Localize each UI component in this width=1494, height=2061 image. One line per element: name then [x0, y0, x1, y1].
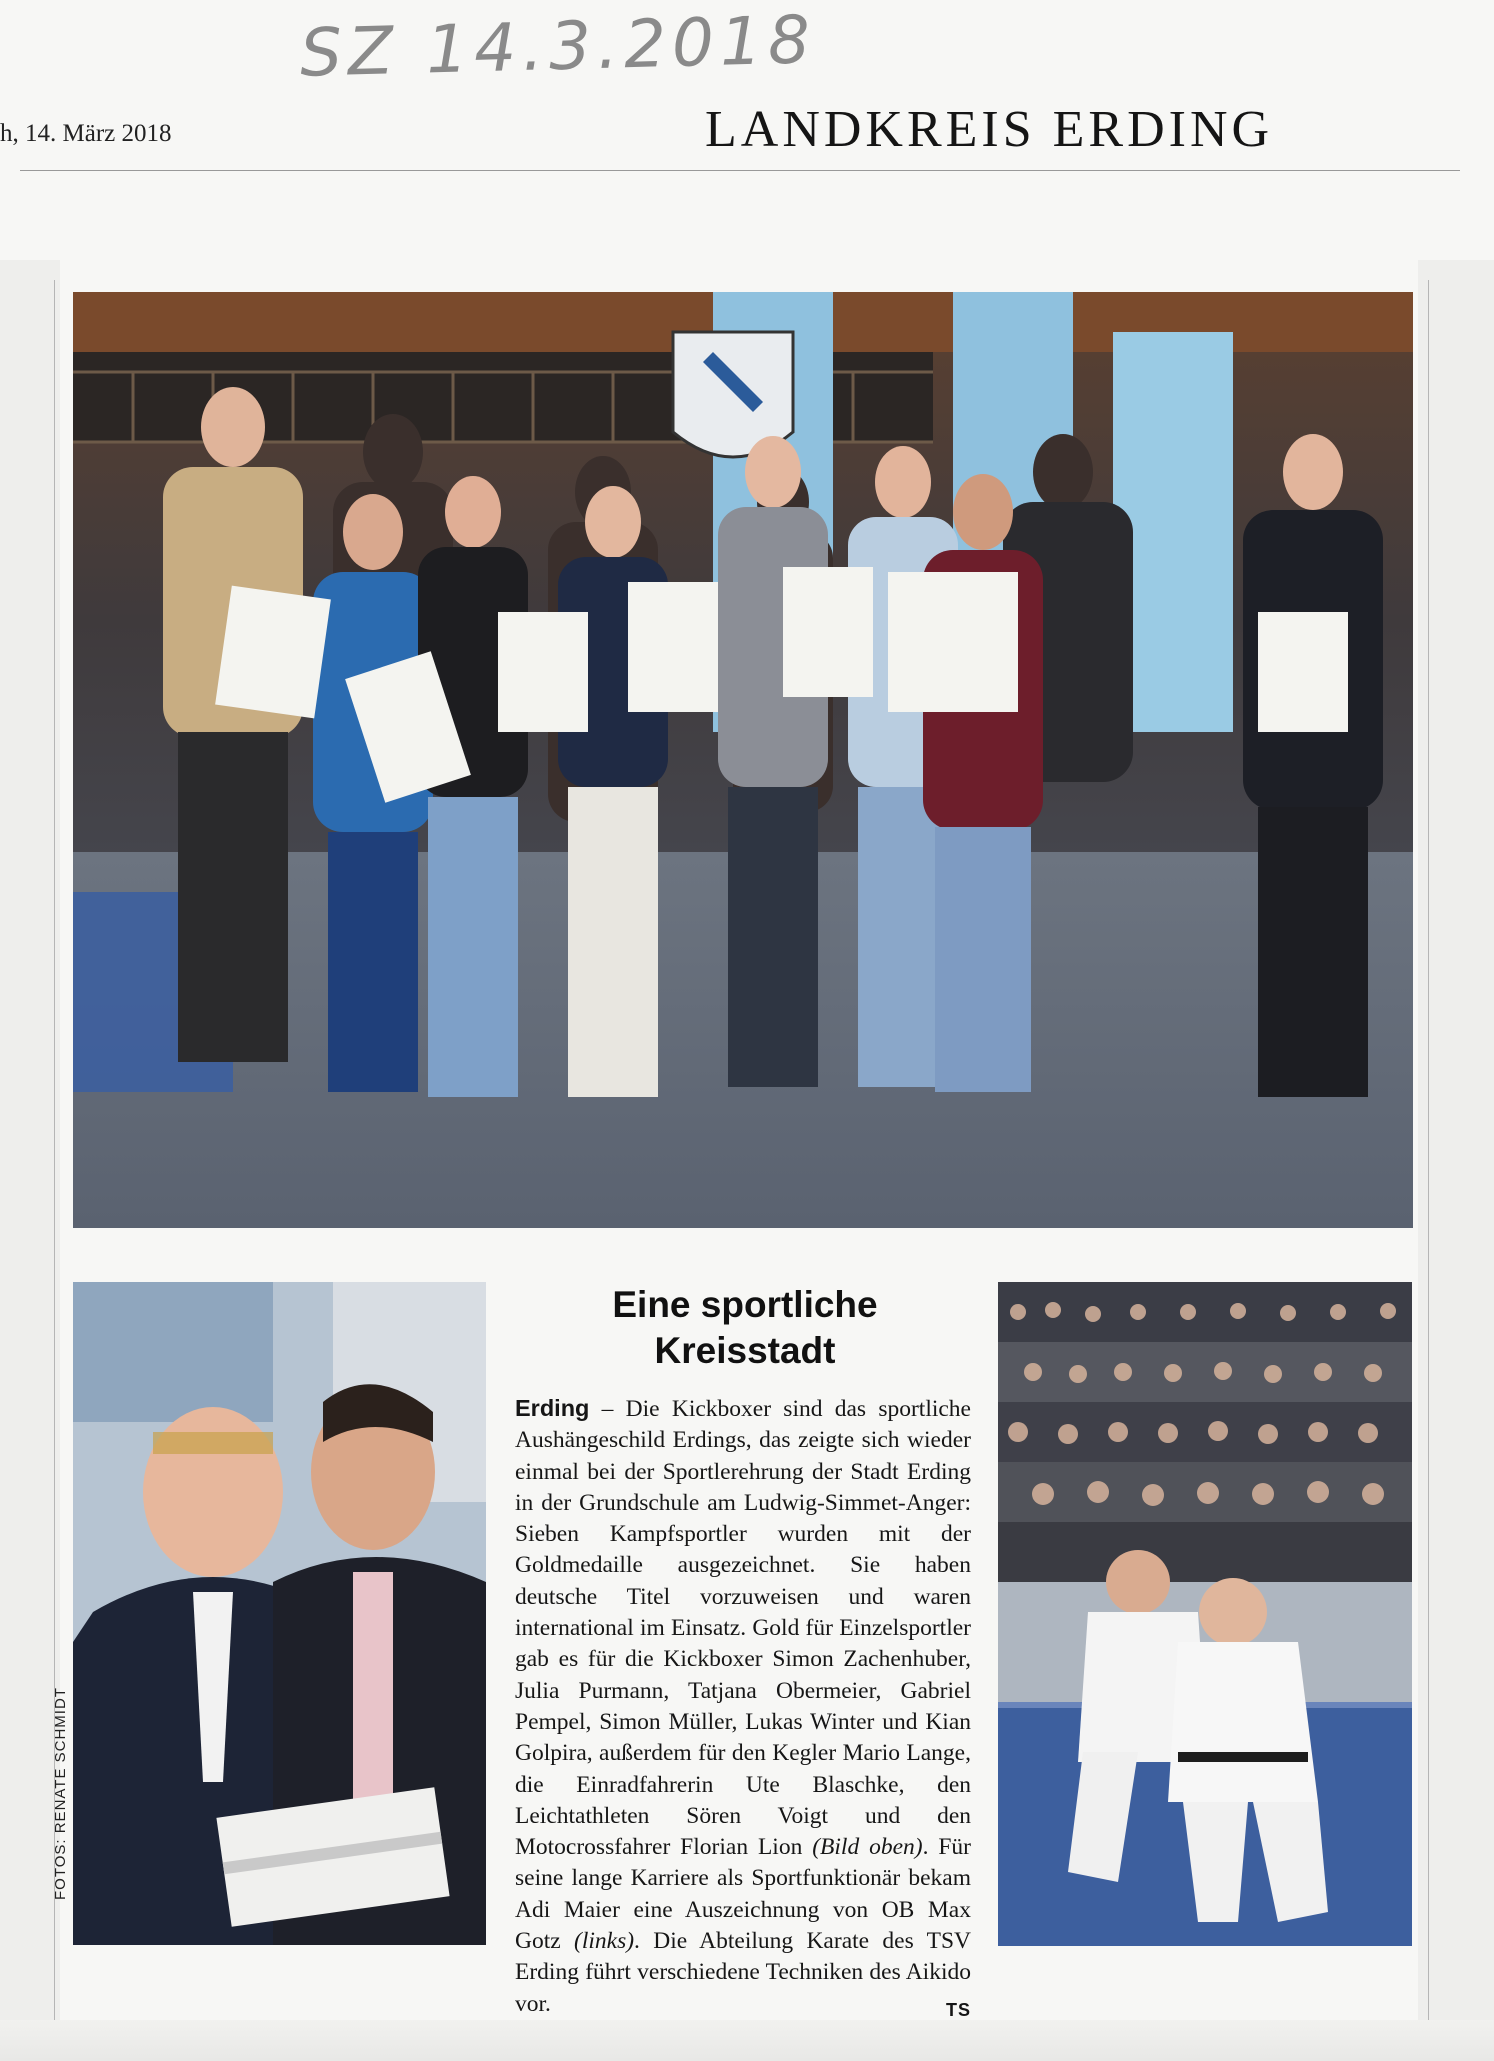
body-part-3: . Die Abteilung Karate des TSV Erding führt verschiedene Techniken des Aikido vor. [515, 1928, 971, 2017]
body-part-1: – Die Kickboxer sind das sportliche Aushängeschild Erdings, das zeigte sich wieder einmal bei der Sportlerehrung der Stadt Erding in der Grundschule am Ludwig-Simmet-Anger: Sieben Kampfsportler wurden mit der Goldmedaille ausgezeichnet. Sie haben deutsche Titel vorzuweisen und waren international im Einsatz. Gold für Einzelsportler gab es für die Kickboxer Simon Zachenhuber, Julia Purmann, Tatjana Obermeier, Gabriel Pempel, Simon Müller, Lukas Winter und Kian Golpira, außerdem für den Kegler Mario Lange, die Einradfahrerin Ute Blaschke, den Leichtathleten Sören Voigt und den Motocrossfahrer Florian Lion [515, 1396, 971, 1861]
photo-reference-top: (Bild oben) [812, 1834, 923, 1861]
headline-line-1: Eine sportliche [612, 1284, 878, 1325]
section-title: LANDKREIS ERDING [705, 101, 1274, 158]
bottom-bleed [0, 2020, 1494, 2061]
photo-reference-left: (links) [574, 1928, 635, 1955]
photo-credit: FOTOS: RENATE SCHMIDT [52, 1687, 69, 1900]
dateline: Erding [515, 1395, 590, 1421]
left-margin-bleed [0, 260, 60, 2030]
author-initials: TS [945, 1999, 971, 2020]
right-column-rule [1428, 280, 1429, 2020]
article-headline [510, 1282, 980, 1374]
award-photo [73, 1282, 486, 1945]
right-margin-bleed [1418, 260, 1494, 2030]
header-rule [20, 170, 1460, 171]
body-part-2: . Für seine lange Karriere als Sportfunktionär bekam Adi Maier eine Auszeichnung von OB Max Gotz [515, 1834, 971, 1955]
issue-date: h, 14. März 2018 [0, 120, 172, 147]
handwritten-note: SZ 14.3.2018 [299, 1, 817, 92]
aikido-photo [998, 1282, 1412, 1946]
article-body [515, 1393, 971, 2026]
group-photo [73, 292, 1413, 1228]
headline-line-2: Kreisstadt [654, 1330, 836, 1371]
